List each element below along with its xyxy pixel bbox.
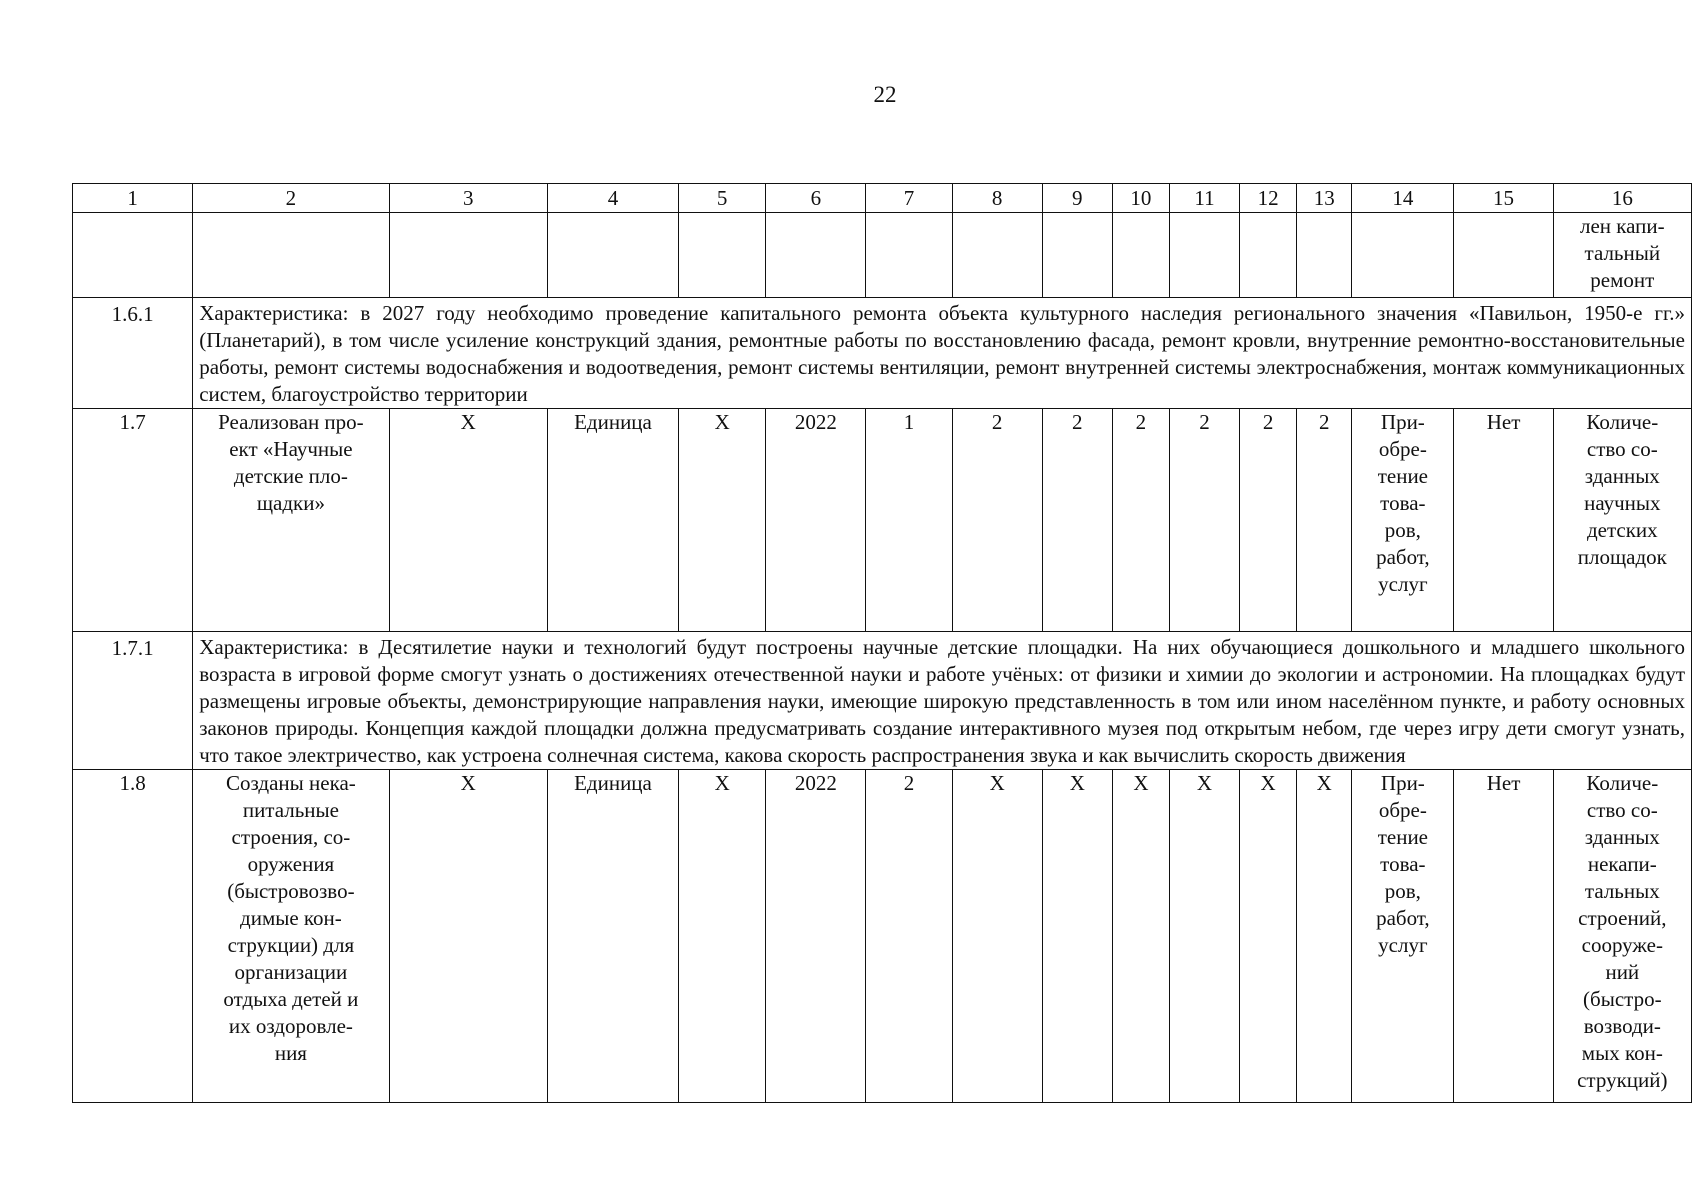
- characteristic-text: Характеристика: в 2027 году необходимо проведение капитального ремонта объекта культурного наследия регионального значения «Павильон, 1950-е гг.» (Планетарий), в том числе усиление конструкций здания, ремонтные работы по восстановлению фасада, ремонт кровли, внутренние ремонтно-восстановительные работы, ремонт системы водоснабжения и водоотведения, ремонт системы вентиляции, ремонт внутренней системы электроснабжения, монтаж коммуникационных систем, благоустройство территории: [193, 298, 1692, 409]
- column-number-row: [73, 184, 1692, 213]
- row-number: 1.6.1: [73, 298, 193, 409]
- column-header: 10: [1112, 184, 1169, 213]
- value-cell: 1: [866, 409, 952, 632]
- column-header: 6: [766, 184, 866, 213]
- base-year-cell: 2022: [766, 770, 866, 1103]
- cell-col16: Количе- ство со- зданных научных детских площадок: [1553, 409, 1691, 632]
- value-cell: 2: [1297, 409, 1352, 632]
- cell-col15: Нет: [1454, 770, 1553, 1103]
- column-header: 14: [1352, 184, 1454, 213]
- continuation-text: лен капи- тальный ремонт: [1553, 213, 1691, 298]
- column-header: 7: [866, 184, 952, 213]
- cell-col15: Нет: [1454, 409, 1553, 632]
- indicator-name: Реализован про- ект «Научные детские пло- щадки»: [193, 409, 389, 632]
- cell-col14: При- обре- тение това- ров, работ, услуг: [1352, 409, 1454, 632]
- indicator-row-1-7: [73, 409, 1692, 632]
- row-number: 1.8: [73, 770, 193, 1103]
- note-row-1-6-1: [73, 298, 1692, 409]
- column-header: 11: [1169, 184, 1239, 213]
- column-header: 12: [1240, 184, 1297, 213]
- column-header: 3: [389, 184, 547, 213]
- indicator-row-1-8: [73, 770, 1692, 1103]
- cell-col16: Количе- ство со- зданных некапи- тальных строений, сооруже- ний (быстро- возводи- мых кон- струкций): [1553, 770, 1691, 1103]
- cell-col5: X: [679, 770, 766, 1103]
- value-cell: 2: [1240, 409, 1297, 632]
- value-cell: 2: [866, 770, 952, 1103]
- row-number: 1.7.1: [73, 632, 193, 770]
- column-header: 4: [547, 184, 678, 213]
- continuation-row: [73, 213, 1692, 298]
- value-cell: 2: [952, 409, 1042, 632]
- column-header: 2: [193, 184, 389, 213]
- base-year-cell: 2022: [766, 409, 866, 632]
- unit-cell: Единица: [547, 409, 678, 632]
- cell-col3: X: [389, 770, 547, 1103]
- indicators-table: [72, 183, 1692, 1103]
- cell-col14: При- обре- тение това- ров, работ, услуг: [1352, 770, 1454, 1103]
- cell-col3: X: [389, 409, 547, 632]
- column-header: 1: [73, 184, 193, 213]
- indicator-name: Созданы нека- питальные строения, со- оружения (быстровозво- димые кон- струкции) для организации отдыха детей и их оздоровле- ния: [193, 770, 389, 1103]
- row-number: 1.7: [73, 409, 193, 632]
- value-cell: X: [1042, 770, 1112, 1103]
- cell-col5: X: [679, 409, 766, 632]
- value-cell: X: [1169, 770, 1239, 1103]
- value-cell: X: [1240, 770, 1297, 1103]
- page-number: 22: [873, 82, 897, 107]
- unit-cell: Единица: [547, 770, 678, 1103]
- column-header: 9: [1042, 184, 1112, 213]
- characteristic-text: Характеристика: в Десятилетие науки и технологий будут построены научные детские площадки. На них обучающиеся дошкольного и младшего школьного возраста в игровой форме смогут узнать о достижениях отечественной науки и работе учёных: от физики и химии до экологии и астрономии. На площадках будут размещены игровые объекты, демонстрирующие направления науки, имеющие широкую представленность в том или ином населённом пункте, и работу основных законов природы. Концепция каждой площадки должна предусматривать создание интерактивного музея под открытым небом, где через игру дети смогут узнать, что такое электричество, как устроена солнечная система, какова скорость распространения звука и как вычислить скорость движения: [193, 632, 1692, 770]
- value-cell: X: [952, 770, 1042, 1103]
- column-header: 5: [679, 184, 766, 213]
- column-header: 13: [1297, 184, 1352, 213]
- column-header: 8: [952, 184, 1042, 213]
- value-cell: X: [1297, 770, 1352, 1103]
- column-header: 16: [1553, 184, 1691, 213]
- value-cell: 2: [1112, 409, 1169, 632]
- column-header: 15: [1454, 184, 1553, 213]
- value-cell: 2: [1169, 409, 1239, 632]
- value-cell: X: [1112, 770, 1169, 1103]
- note-row-1-7-1: [73, 632, 1692, 770]
- value-cell: 2: [1042, 409, 1112, 632]
